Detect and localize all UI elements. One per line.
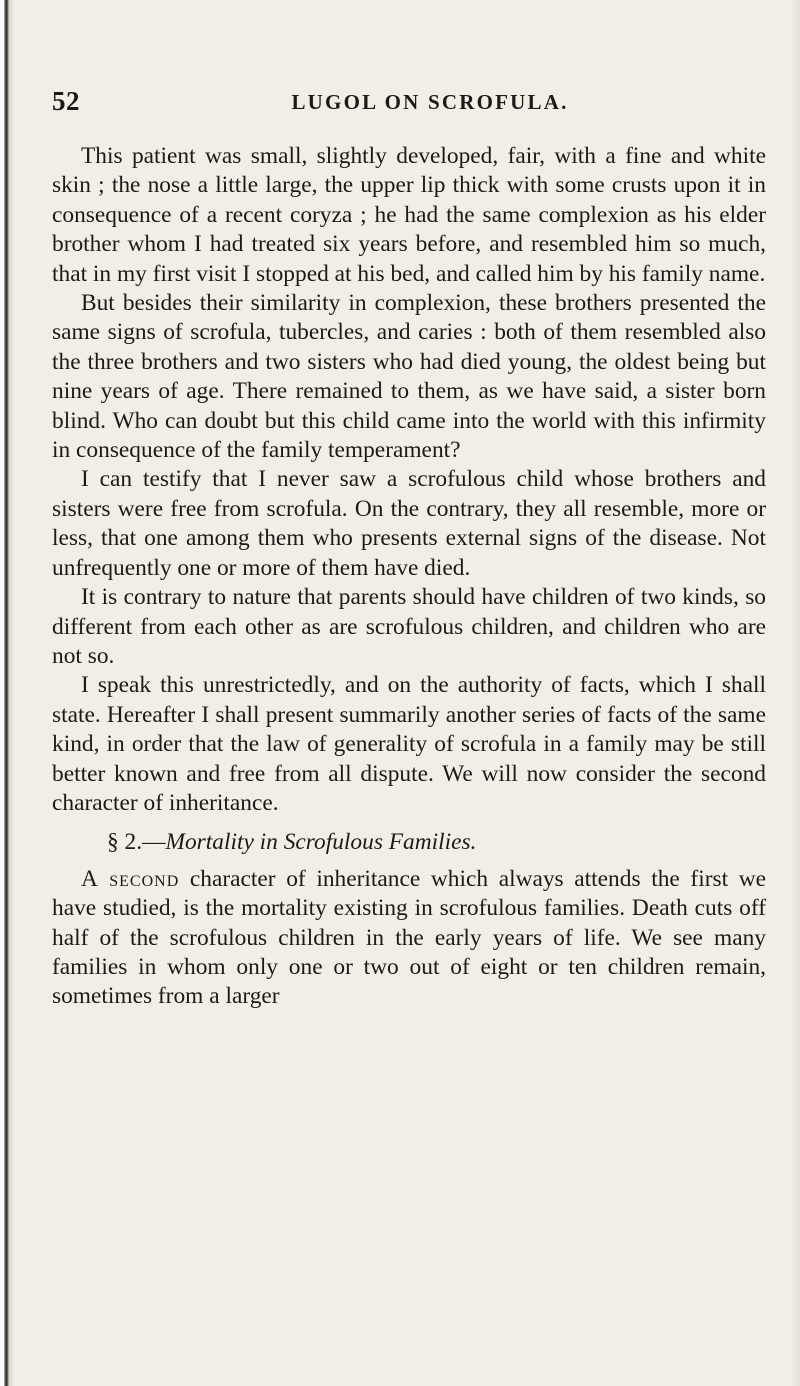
paragraph: I speak this unrestrictedly, and on the authority of facts, which I shall state. Hereafter I shall present summarily another series of facts of the same kind, in order that the law of generality of scrofula in a family may be still better known and free from all dispute. We will now consider the second character of inheritance. [52,672,766,816]
paragraph: I can testify that I never saw a scrofulous child whose brothers and sisters were free from scrofula. On the contrary, they all resemble, more or less, that one among them who presents external signs of the disease. Not unfrequently one or more of them have died. [52,466,766,581]
page-edge [790,0,800,1386]
section-number: § 2.— [107,829,166,856]
paragraph [52,865,766,1012]
paragraph-lead: A second [81,865,180,892]
section-heading [52,828,766,857]
paragraph-text: character of inheritance which always attends the first we have studied, is the mortality existing in scrofulous families. Death cuts off half of the scrofulous children in the early years of life. We see many families in whom only one or two out of eight or ten children remain, sometimes from a larger [52,865,767,1010]
running-title: LUGOL ON SCROFULA. [291,90,569,114]
binding-shadow [5,0,6,1386]
running-head [52,86,788,122]
paragraph: This patient was small, slightly developed, fair, with a fine and white skin ; the nose a little large, the upper lip thick with some crusts upon it in consequence of a recent coryza ; he had the same complexion as his elder brother whom I had treated six years before, and resembled him so much, that in my first visit I stopped at his bed, and called him by his family name. [52,143,766,287]
section-title: Mortality in Scrofulous Families. [165,829,477,856]
paragraph: It is contrary to nature that parents should have children of two kinds, so different from each other as are scrofulous children, and children who are not so. [52,584,766,669]
binding-edge [0,0,14,1386]
paragraph: But besides their similarity in complexion, these brothers presented the same signs of scrofula, tubercles, and caries : both of them resembled also the three brothers and two sisters who had died young, the oldest being but nine years of age. There remained to them, as we have said, a sister born blind. Who can doubt but this child came into the world with this infirmity in consequence of the family temperament? [52,290,766,464]
body-text [52,142,766,1012]
book-page [52,0,788,1386]
page-number: 52 [52,86,80,116]
